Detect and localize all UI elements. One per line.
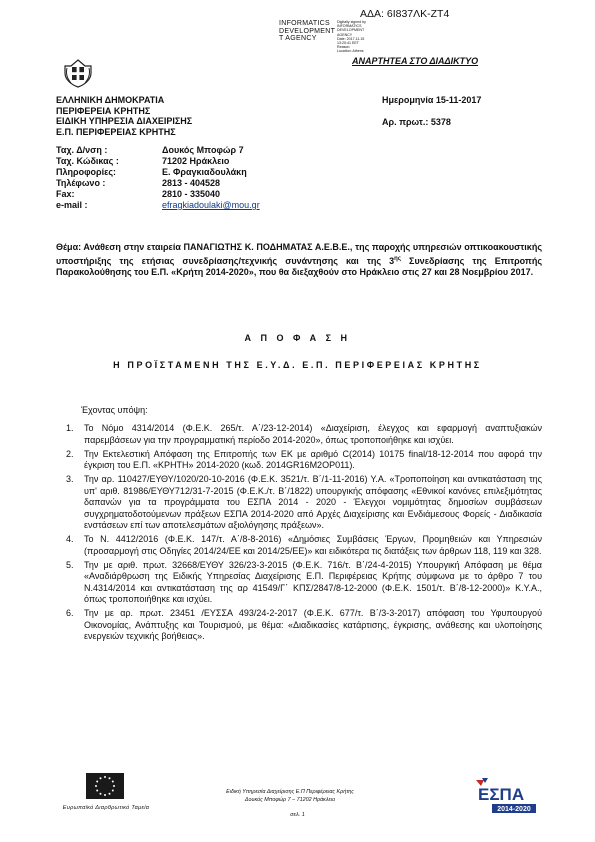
- signature-line: Location: Athens: [337, 49, 364, 54]
- eu-fund-caption: Ευρωπαϊκό Διαρθρωτικό Ταμεία: [62, 805, 150, 811]
- list-item: [66, 449, 542, 472]
- espa-logo-icon: [472, 776, 538, 814]
- contact-value: 2810 - 335040: [162, 189, 221, 199]
- footer-line: Δουκός Μπoφώρ 7 – 71202 Ηράκλειο: [244, 796, 336, 803]
- contact-row: [56, 178, 260, 189]
- signature-line: INFORMATICS DEVELOPMENT AGENCY: [337, 24, 365, 37]
- contact-value: 2813 - 404528: [162, 178, 221, 188]
- contact-label: Ταχ. Δ/νση :: [56, 145, 108, 155]
- email-link[interactable]: efragkiadoulaki@mou.gr: [162, 200, 260, 210]
- contact-label: Fax:: [56, 189, 75, 199]
- digital-signature-stamp: [337, 20, 375, 54]
- protocol-number: Αρ. πρωτ.: 5378: [382, 117, 451, 127]
- item-text: Την Εκτελεστική Απόφαση της Επιτροπής των ΕΚ με αριθμό C(2014) 10175 final/18-12-2014 που αφορά την έγκριση του Ε.Π. «ΚΡΗΤΗ» 2014-2020 (κωδ. 2014GR16M2OP011).: [84, 448, 542, 470]
- decision-title: Α Π Ο Φ Α Σ Η: [244, 333, 351, 343]
- item-text: Την αρ. 110427/ΕΥΘΥ/1020/20-10-2016 (Φ.Ε.Κ. 3521/τ. Β΄/1-11-2016) Υ.Α. «Τροποποίηση και αντικατάσταση της υπ' αριθ. 81986/ΕΥΘΥ712/31-7-2015 (Φ.Ε.Κ./τ. Β΄/1822) υπουργικής απόφασης «Εθνικοί κανόνες επιλεξιμότητας δαπανών για τα προγράμματα του ΕΣΠΑ 2014 - 2020 - Έλεγχοι νομιμότητας δημοσίων συμβάσεων συγχρηματοδοτούμενων πράξεων ΕΣΠΑ 2014-2020 από Αρχές Διαχείρισης και Ενδιάμεσους Φορείς - Διαδικασία ενστάσεων επί των αποτελεσμάτων αξιολόγησης πράξεων».: [84, 474, 542, 530]
- agency-line: T AGENCY: [279, 35, 317, 42]
- subject-text: Θέμα: Ανάθεση στην εταιρεία ΠΑΝΑΓΙΩΤΗΣ Κ. ΠΟΔΗΜΑΤΑΣ Α.Ε.Β.Ε., της παροχής υπηρεσιών οπτικοακουστικής υποστήριξης της ετήσιας συνεδρίασης/τεχνικής συνάντησης και της 3: [56, 242, 542, 266]
- subject-ordinal: ης: [394, 255, 401, 262]
- issuer-line: ΠΕΡΙΦΕΡΕΙΑ ΚΡΗΤΗΣ: [56, 105, 151, 116]
- item-number: 2.: [66, 448, 74, 459]
- subject-paragraph: [56, 242, 542, 279]
- item-text: Το Ν. 4412/2016 (Φ.Ε.Κ. 147/τ. Α΄/8-8-2016) «Δημόσιες Συμβάσεις Έργων, Προμηθειών και Υπηρεσιών (προσαρμογή στις Οδηγίες 2014/24/ΕΕ και 2014/25/ΕΕ)» και ειδικότερα τις διατάξεις των άρθρων 118, 119 και 328.: [84, 534, 542, 556]
- contact-row: [56, 145, 260, 156]
- decision-subtitle: Η ΠΡΟΪΣΤΑΜΕΝΗ ΤΗΣ Ε.Υ.Δ. Ε.Π. ΠΕΡΙΦΕΡΕΙΑΣ ΚΡΗΤΗΣ: [113, 360, 482, 370]
- item-number: 6.: [66, 608, 74, 618]
- espa-logo-years: 2014-2020: [497, 806, 531, 814]
- agency-line: DEVELOPMENT: [279, 27, 336, 35]
- item-text: Την με αριθ. πρωτ. 32668/ΕΥΘΥ 326/23-3-2015 (Φ.Ε.Κ. 716/τ. Β΄/24-4-2015) Υπουργική Απόφαση με θέμα «Αναδιάρθρωση της Ειδικής Υπηρεσίας Διαχείρισης Ε.Π. Περιφέρειας Κρήτης σύμφωνα με το άρθρο 7 του Ν.4314/2014 και αντικατάσταση της αρ 41549/Γ΄ ΚΠΣ/2847/8-12-2000 (Φ.Ε.Κ. 1501/τ. Β΄/8-12-2000)» Κ.Υ.Α., όπως τροποποιήθηκε και ισχύει.: [84, 559, 542, 604]
- agency-line: INFORMATICS: [279, 20, 331, 27]
- list-item: [66, 474, 542, 532]
- list-item: [66, 608, 542, 643]
- footer-address: [170, 789, 410, 804]
- considerations-heading: Έχοντας υπόψη:: [81, 405, 148, 415]
- contact-row: [56, 156, 260, 167]
- ada-code: ΑΔΑ: 6Ι837ΛΚ-ΖΤ4: [360, 8, 450, 20]
- contact-row: [56, 167, 260, 178]
- contact-value: 71202 Ηράκλειο: [162, 156, 230, 166]
- list-item: [66, 560, 542, 606]
- issuer-header: [56, 95, 192, 137]
- posting-notice: ΑΝΑΡΤΗΤΕΑ ΣΤΟ ΔΙΑΔΙΚΤΥΟ: [352, 56, 479, 66]
- espa-logo-text: ΕΣΠΑ: [478, 785, 525, 804]
- item-number: 3.: [66, 474, 74, 484]
- issuer-line: ΕΛΛΗΝΙΚΗ ΔΗΜΟΚΡΑΤΙΑ: [56, 95, 165, 105]
- greek-emblem-icon: [63, 58, 93, 88]
- subject-text: Συνεδρίασης της Επιτροπής Παρακολούθησης του Ε.Π. «Κρήτη 2014-2020», που θα διεξαχθούν στο Ηράκλειο στις 27 και 28 Νοεμβρίου 2017.: [56, 255, 542, 277]
- issuer-line: ΕΙΔΙΚΗ ΥΠΗΡΕΣΙΑ ΔΙΑΧΕΙΡΙΣΗΣ: [56, 116, 193, 126]
- footer-line: Ειδική Υπηρεσία Διαχείρισης Ε.Π Περιφέρειας Κρήτης: [226, 789, 354, 795]
- item-text: Την με αρ. πρωτ. 23451 /ΕΥΣΣΑ 493/24-2-2017 (Φ.Ε.Κ. 677/τ. Β΄/3-3-2017) απόφαση του Υφυπουργού Οικονομίας, Ανάπτυξης και Τουρισμού, με θέμα: «Διαδικασίες κατάρτισης, έγκρισης, ανάθεσης και υλοποίησης ενεργειών τεχνικής βοήθειας».: [84, 608, 542, 641]
- contact-row: [56, 189, 260, 200]
- signature-line: Reason:: [337, 45, 351, 50]
- contact-value: Ε. Φραγκιαδουλάκη: [162, 167, 247, 177]
- contact-label: Τηλέφωνο :: [56, 178, 106, 188]
- item-text: Το Νόμο 4314/2014 (Φ.Ε.Κ. 265/τ. Α΄/23-12-2014) «Διαχείριση, έλεγχος και εφαρμογή αναπτυξιακών παρεμβάσεων για την προγραμματική περίοδο 2014-2020», όπως τροποποιήθηκε και ισχύει.: [84, 423, 542, 445]
- contact-block: [56, 145, 260, 211]
- item-number: 4.: [66, 534, 74, 544]
- eu-flag-icon: [86, 773, 124, 799]
- signature-line: Digitally signed by: [337, 20, 366, 24]
- contact-row: [56, 200, 260, 211]
- issuer-line: Ε.Π. ΠΕΡΙΦΕΡΕΙΑΣ ΚΡΗΤΗΣ: [56, 126, 176, 137]
- considerations-list: [66, 423, 542, 645]
- contact-value: Δουκός Μπoφώρ 7: [162, 145, 244, 155]
- informatics-agency-label: [279, 20, 335, 43]
- list-item: [66, 423, 542, 446]
- item-number: 5.: [66, 559, 74, 570]
- list-item: [66, 534, 542, 557]
- email-label: e-mail :: [56, 200, 88, 210]
- item-number: 1.: [66, 423, 74, 433]
- contact-label: Ταχ. Κώδικας :: [56, 156, 119, 166]
- contact-label: Πληροφορίες:: [56, 167, 117, 177]
- signature-line: Date: 2017.11.15 13:20:41 EET: [337, 36, 365, 46]
- document-date: Ημερομηνία 15-11-2017: [382, 95, 482, 105]
- page-number: σελ. 1: [290, 812, 305, 818]
